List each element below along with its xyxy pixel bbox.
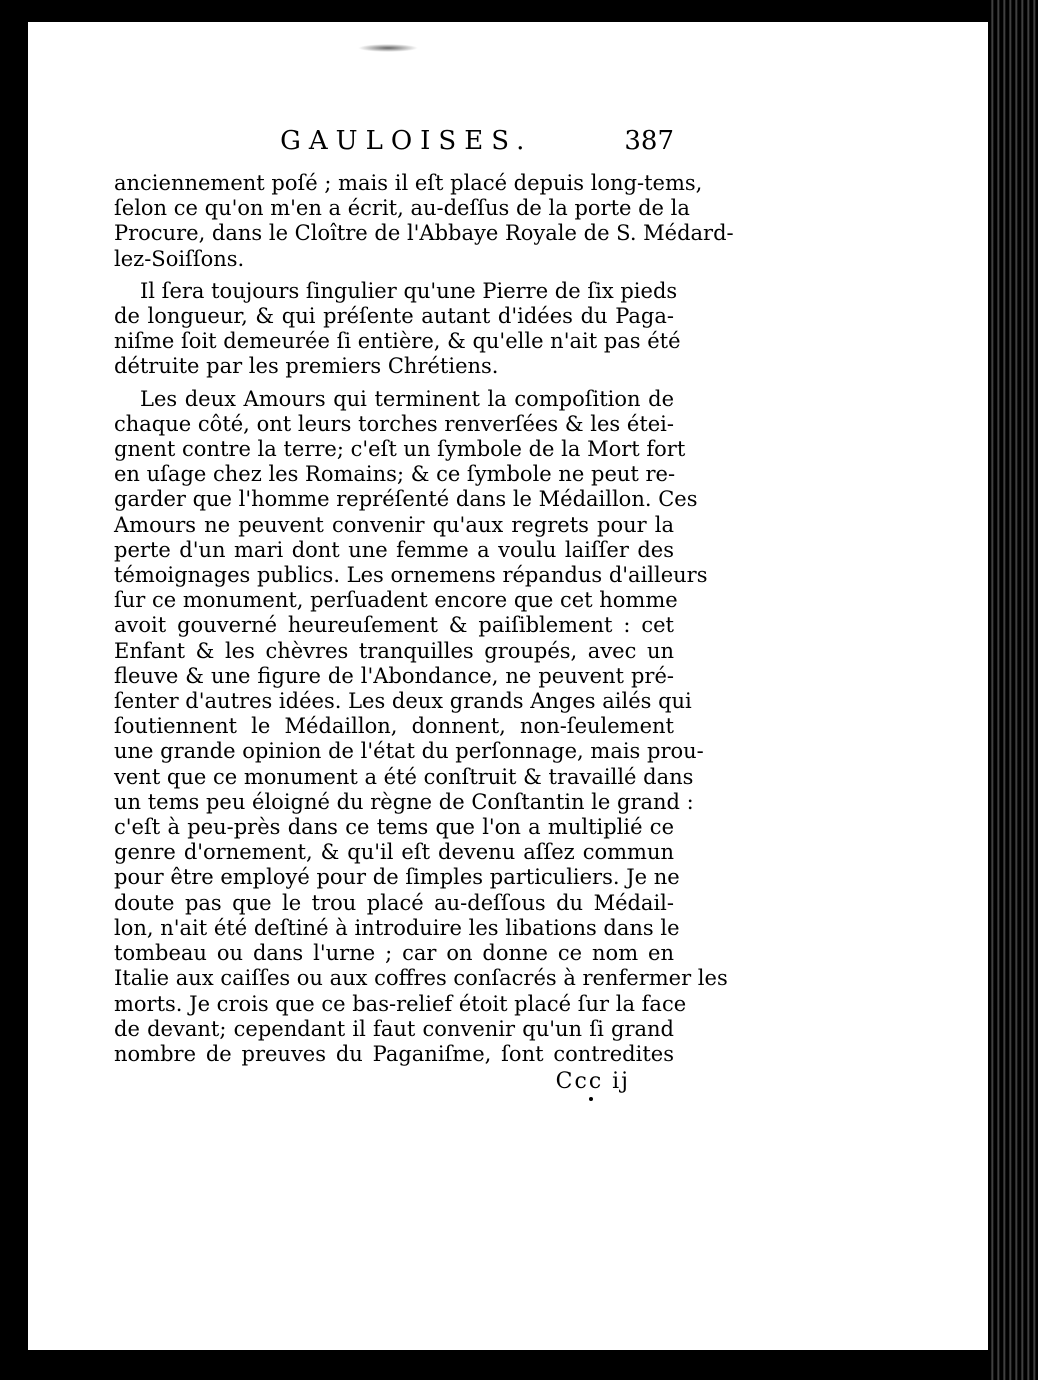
text-line: chaque côté, ont leurs torches renverſées & les étei- [114,411,674,436]
text-line: en uſage chez les Romains; & ce ſymbole ne peut re- [114,462,676,487]
running-head [114,126,674,164]
text-line: vent que ce monument a été conſtruit & travaillé dans [114,764,694,789]
text-line: pour être employé pour de ſimples particuliers. Je ne [114,865,680,890]
text-block [114,126,734,1095]
text-line: genre d'ornement, & qu'il eſt devenu aſſez commun [114,840,674,865]
text-line: ſelon ce qu'on m'en a écrit, au-deſſus de la porte de la [114,196,690,221]
page-edge-shadow [988,0,1038,1380]
text-line: ſoutiennent le Médaillon, donnent, non-ſeulement [114,714,674,739]
text-line: une grande opinion de l'état du perſonnage, mais prou- [114,739,704,764]
text-line: Enfant & les chèvres tranquilles groupés, avec un [114,638,674,663]
text-line: ſenter d'autres idées. Les deux grands Anges ailés qui [114,689,692,714]
ink-dot [589,1097,593,1101]
paragraph-3 [114,386,728,1067]
text-line: Il ſera toujours ſingulier qu'une Pierre de ſix pieds [140,278,678,303]
signature-mark: Ccc ij [555,1069,630,1095]
text-line: gnent contre la terre; c'eſt un ſymbole de la Mort fort [114,437,686,462]
ink-speck [358,44,418,52]
text-line: ſur ce monument, perſuadent encore que cet homme [114,588,678,613]
text-line: de devant; cependant il faut convenir qu'un ſi grand [114,1016,674,1041]
text-line: un tems peu éloigné du règne de Conſtantin le grand : [114,789,694,814]
text-line: niſme ſoit demeurée ſi entière, & qu'elle n'ait pas été [114,329,681,354]
text-line: doute pas que le trou placé au-deſſous du Médail- [114,890,674,915]
text-line: garder que l'homme repréſenté dans le Médaillon. Ces [114,487,698,512]
text-line: Procure, dans le Cloître de l'Abbaye Royale de S. Médard- [114,221,734,246]
text-line: de longueur, & qui préſente autant d'idées du Paga- [114,304,674,329]
page-number: 387 [624,126,674,156]
text-line: perte d'un mari dont une femme a voulu laiſſer des [114,537,674,562]
text-line: tombeau ou dans l'urne ; car on donne ce nom en [114,941,674,966]
text-line: lon, n'ait été deſtiné à introduire les libations dans le [114,915,680,940]
text-line: c'eſt à peu-près dans ce tems que l'on a multiplié ce [114,815,674,840]
text-line: nombre de preuves du Paganiſme, ſont contredites [114,1041,674,1066]
paragraph-1 [114,171,734,272]
running-title: GAULOISES. [280,126,533,156]
text-line: avoit gouverné heureuſement & paiſiblement : cet [114,613,674,638]
text-line: Italie aux caiſſes ou aux coffres conſacrés à renfermer les [114,966,728,991]
text-line: morts. Je crois que ce bas-relief étoit placé ſur la face [114,991,687,1016]
paragraph-2 [114,278,681,380]
text-line: fleuve & une figure de l'Abondance, ne peuvent pré- [114,663,674,688]
text-line: anciennement poſé ; mais il eſt placé depuis long-tems, [114,171,703,195]
text-line: lez-Soiſſons. [114,246,245,271]
text-line: Les deux Amours qui terminent la compoſition de [140,386,674,411]
text-line: témoignages publics. Les ornemens répandus d'ailleurs [114,563,708,588]
text-line: détruite par les premiers Chrétiens. [114,354,499,379]
text-line: Amours ne peuvent convenir qu'aux regrets pour la [114,512,674,537]
